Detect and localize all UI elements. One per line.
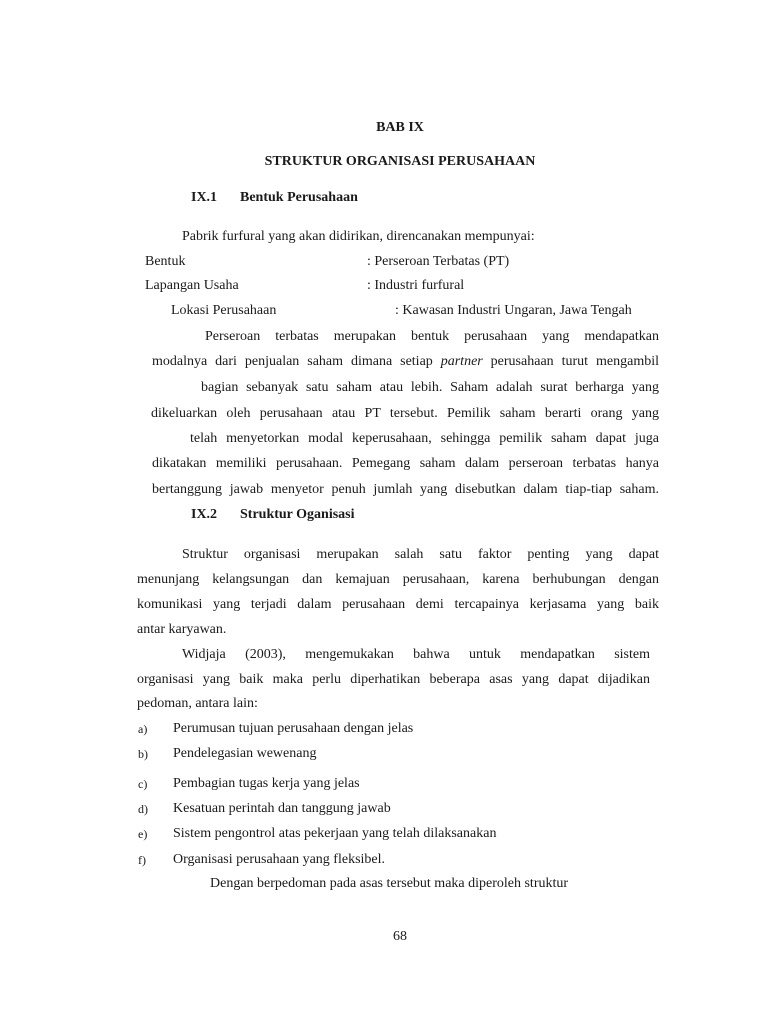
section-number: IX.1	[191, 190, 218, 205]
list-item: Perumusan tujuan perusahaan dengan jelas	[173, 721, 414, 736]
paragraph-line: bagian sebanyak satu saham atau lebih. Saham adalah surat berharga yang	[201, 380, 659, 395]
paragraph-line: bertanggung jawab menyetor penuh jumlah yang disebutkan dalam tiap-tiap saham.	[152, 482, 659, 497]
list-item: Pembagian tugas kerja yang jelas	[173, 776, 360, 791]
chapter-title: STRUKTUR ORGANISASI PERUSAHAAN	[264, 154, 536, 169]
field-value: : Kawasan Industri Ungaran, Jawa Tengah	[395, 303, 632, 318]
paragraph-line: menunjang kelangsungan dan kemajuan perusahaan, karena berhubungan dengan	[137, 572, 659, 587]
intro-text: Pabrik furfural yang akan didirikan, direncanakan mempunyai:	[182, 229, 535, 244]
paragraph-line: dikatakan memiliki perusahaan. Pemegang saham dalam perseroan terbatas hanya	[152, 456, 659, 471]
list-marker: f)	[138, 853, 146, 867]
section-heading: Bentuk Perusahaan	[240, 190, 358, 205]
section-number: IX.2	[191, 507, 218, 522]
closing-line: Dengan berpedoman pada asas tersebut maka diperoleh struktur	[210, 876, 569, 891]
paragraph-line: telah menyetorkan modal keperusahaan, sehingga pemilik saham dapat juga	[190, 431, 659, 446]
field-label: Lapangan Usaha	[145, 278, 239, 293]
list-marker: a)	[138, 722, 148, 736]
list-marker: b)	[138, 747, 148, 761]
list-marker: c)	[138, 777, 148, 791]
field-value: : Industri furfural	[367, 278, 465, 293]
list-item: Sistem pengontrol atas pekerjaan yang telah dilaksanakan	[173, 826, 497, 841]
list-item: Organisasi perusahaan yang fleksibel.	[173, 852, 386, 867]
list-marker: d)	[138, 802, 148, 816]
page-number: 68	[393, 929, 407, 944]
field-label: Bentuk	[145, 254, 186, 269]
emphasis-text: partner	[440, 354, 483, 369]
paragraph-line: Struktur organisasi merupakan salah satu faktor penting yang dapat	[182, 547, 659, 562]
paragraph-line: organisasi yang baik maka perlu diperhatikan beberapa asas yang dapat dijadikan	[137, 672, 650, 687]
paragraph-line: komunikasi yang terjadi dalam perusahaan demi tercapainya kerjasama yang baik	[137, 597, 659, 612]
section-heading: Struktur Oganisasi	[240, 507, 355, 522]
paragraph-line: modalnya dari penjualan saham dimana setiap partner perusahaan turut mengambil	[152, 354, 659, 369]
field-value: : Perseroan Terbatas (PT)	[367, 254, 510, 269]
list-item: Pendelegasian wewenang	[173, 746, 317, 761]
paragraph-line: dikeluarkan oleh perusahaan atau PT tersebut. Pemilik saham berarti orang yang	[151, 406, 659, 421]
chapter-label: BAB IX	[376, 120, 424, 135]
field-label: Lokasi Perusahaan	[171, 303, 277, 318]
paragraph-line: Widjaja (2003), mengemukakan bahwa untuk mendapatkan sistem	[182, 647, 650, 662]
paragraph-line: pedoman, antara lain:	[137, 696, 258, 711]
paragraph-line: Perseroan terbatas merupakan bentuk perusahaan yang mendapatkan	[205, 329, 659, 344]
list-marker: e)	[138, 827, 148, 841]
list-item: Kesatuan perintah dan tanggung jawab	[173, 801, 391, 816]
paragraph-line: antar karyawan.	[137, 622, 227, 637]
